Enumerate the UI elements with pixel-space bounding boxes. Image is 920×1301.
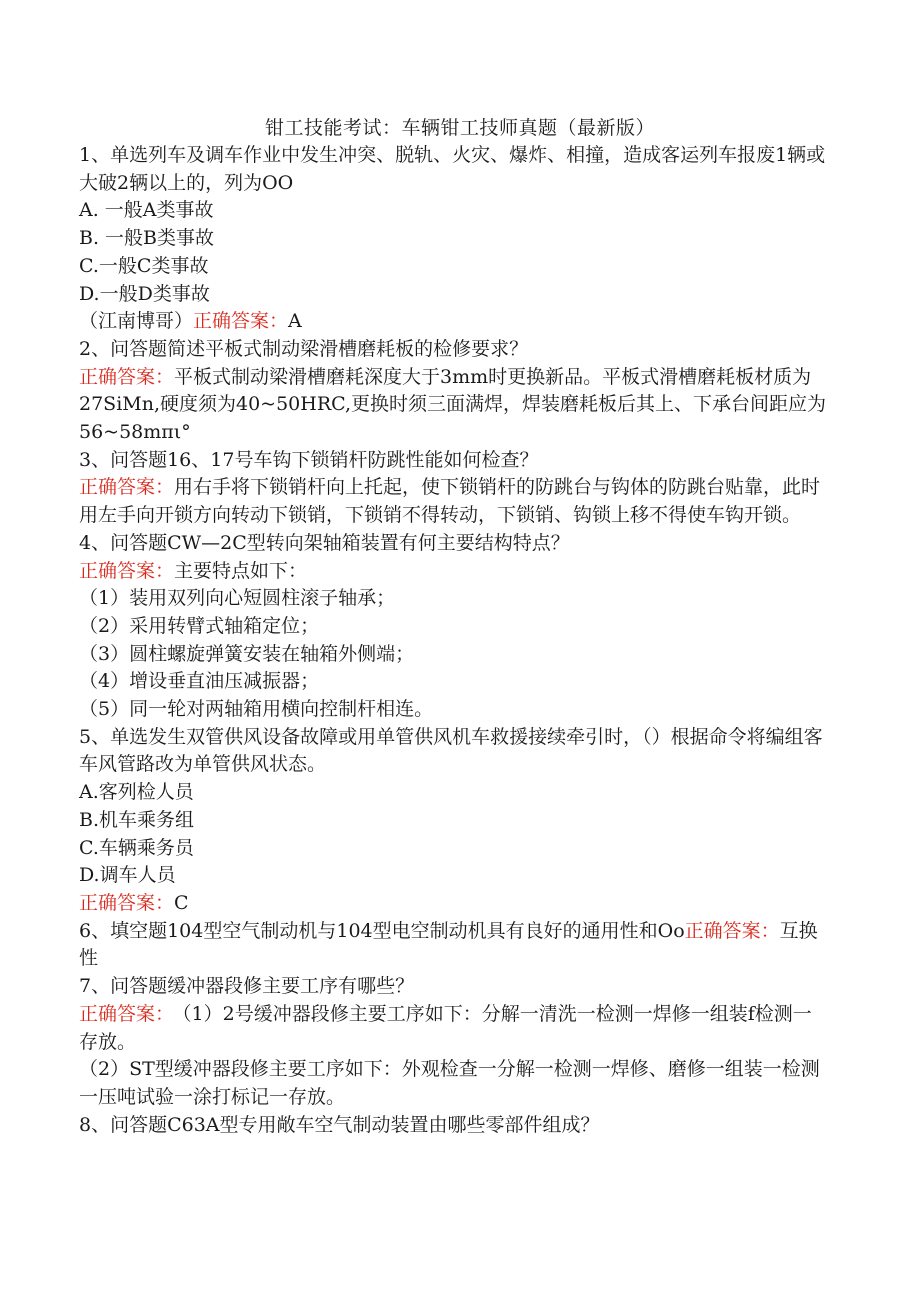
answer-label: 正确答案：: [79, 1002, 175, 1025]
q4-item: （2）采用转臂式轴箱定位；: [79, 614, 320, 637]
q5-option-c: C.车辆乘务员: [79, 836, 194, 859]
question-7: 7、问答题缓冲器段修主要工序有哪些？: [79, 975, 415, 998]
document-title: 钳工技能考试：车辆钳工技师真题（最新版）: [264, 117, 655, 139]
q3-answer-line: [79, 474, 827, 529]
q7-answer-1: （1）2号缓冲器段修主要工序如下：分解一清洗一检测一焊修一组装f检测一存放。: [79, 1002, 812, 1053]
q2-answer-line: [79, 364, 827, 447]
q7-answer-2: （2）ST型缓冲器段修主要工序如下：外观检查一分解一检测一焊修、磨修一组装一检测一压吨试验一涂打标记一存放。: [79, 1058, 820, 1108]
document-body: [79, 142, 827, 1139]
q4-item: （4）增设垂直油压减振器；: [79, 670, 320, 693]
answer-label-part2: 答案：: [722, 919, 780, 942]
q1-option-a: A. 一般A类事故: [79, 199, 214, 222]
q4-item: （5）同一轮对两轴箱用横向控制杆相连。: [79, 698, 434, 721]
answer-label: 正确答案：: [193, 310, 289, 333]
q5-answer-line: [79, 890, 827, 918]
q1-option-b: B. 一般B类事故: [79, 227, 215, 250]
question-6: [79, 918, 827, 973]
q6-text: 6、填空题104型空气制动机与104型电空制动机具有良好的通用性和Oo: [79, 919, 685, 942]
q7-answer-line: [79, 1001, 827, 1056]
q1-option-c: C.一般C类事故: [79, 254, 209, 277]
question-4: 4、问答题CW—2C型转向架轴箱装置有何主要结构特点？: [79, 531, 570, 554]
answer-label: 正确答案：: [79, 891, 175, 914]
q1-answer-line: [79, 308, 827, 336]
q5-option-a: A.客列检人员: [79, 781, 194, 804]
question-8: 8、问答题C63A型专用敞车空气制动装置由哪些零部件组成？: [79, 1113, 600, 1136]
question-3: 3、问答题16、17号车钩下锁销杆防跳性能如何检查？: [79, 448, 539, 471]
q4-answer-intro: 主要特点如下：: [174, 559, 308, 582]
q4-item: （1）装用双列向心短圆柱滚子轴承；: [79, 587, 396, 610]
q1-answer: A: [288, 310, 302, 333]
answer-label: 正确答案：: [79, 559, 175, 582]
answer-label: 正确答案：: [79, 365, 175, 388]
q6-answer: 互换性: [79, 919, 818, 970]
q5-option-b: B.机车乘务组: [79, 808, 195, 831]
question-1: 1、单选列车及调车作业中发生冲突、脱轨、火灾、爆炸、相撞，造成客运列车报废1辆或大破2辆以上的，列为OO: [79, 144, 826, 194]
q1-source: （江南博哥）: [79, 310, 194, 333]
q5-answer: C: [174, 891, 189, 914]
q2-answer: 平板式制动梁滑槽磨耗深度大于3mm时更换新品。平板式滑槽磨耗板材质为27SiMn,硬度须为40~50HRC,更换时须三面满焊，焊装磨耗板后其上、下承台间距应为56~58mπι°: [79, 365, 827, 444]
answer-label: 正确答案：: [79, 476, 175, 499]
question-2: 2、问答题简述平板式制动梁滑槽磨耗板的检修要求？: [79, 337, 529, 360]
question-5: 5、单选发生双管供风设备故障或用单管供风机车救援接续牵引时，（）根据命令将编组客车风管路改为单管供风状态。: [79, 725, 823, 776]
q4-item: （3）圆柱螺旋弹簧安装在轴箱外侧端；: [79, 642, 415, 665]
q1-option-d: D.一般D类事故: [79, 282, 210, 305]
answer-label-part1: 正确: [684, 919, 723, 942]
q4-answer-line: [79, 558, 827, 586]
q3-answer: 用右手将下锁销杆向上托起，使下锁销杆的防跳台与钩体的防跳台贴靠，此时用左手向开锁方向转动下锁销，下锁销不得转动，下锁销、钩锁上移不得使车钩开锁。: [79, 476, 821, 527]
q5-option-d: D.调车人员: [79, 864, 176, 887]
